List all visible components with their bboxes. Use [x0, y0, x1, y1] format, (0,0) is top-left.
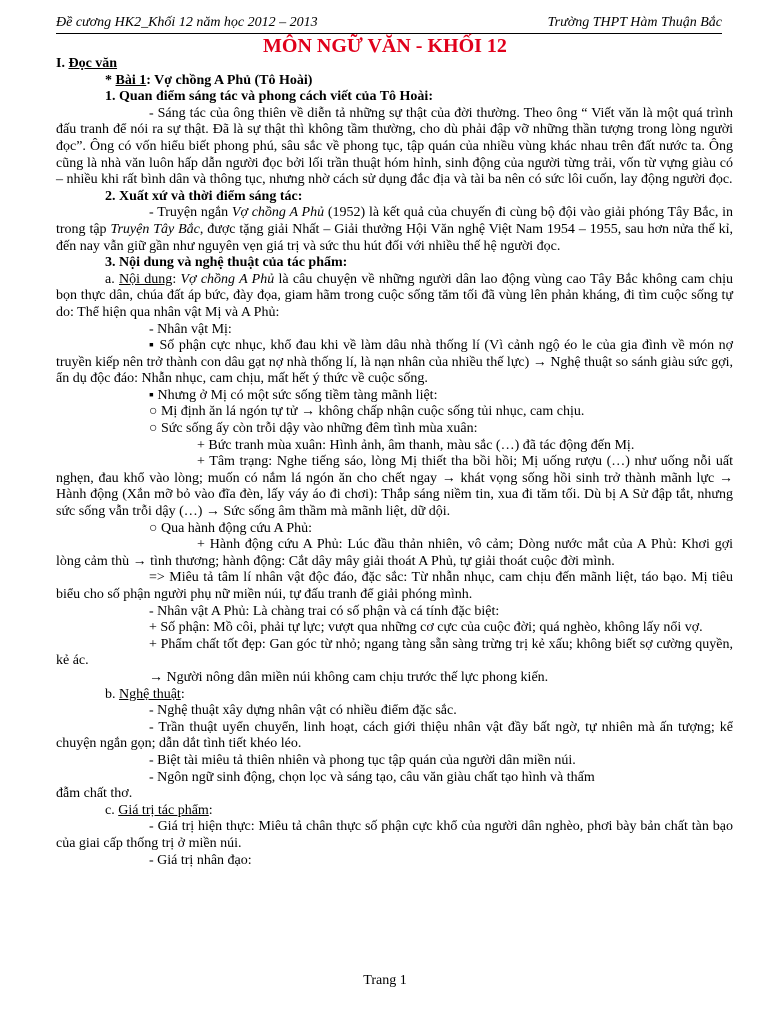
ap-summary: → Người nông dân miền núi không cam chịu trước thế lực phong kiến. [149, 669, 549, 685]
mi-strength: ▪ Nhưng ở Mị có một sức sống tiềm tàng mãnh liệt: [149, 387, 438, 403]
ap-label: - Nhân vật A Phủ: Là chàng trai có số phận và cá tính đặc biệt: [149, 603, 500, 619]
art-point-3: - Biệt tài miêu tả thiên nhiên và phong tục tập quán của người dân miền núi. [149, 752, 576, 768]
section-heading [56, 56, 733, 73]
content-prefix: a. [105, 271, 120, 287]
section-number: I. [56, 56, 65, 71]
paragraph-style: - Sáng tác của ông thiên về diễn tả những sự thật của đời thường. Theo ông “ Viết văn là một quá trình đấu tranh để nói ra sự thật. Đã là sự thật thì không tầm thường, cho dù phải đập vỡ những thần tượng trong lòng người đọc”. Ông có vốn hiểu biết phong phú, sâu sắc về phong tục, tập quán của nhiều vùng khác nhau trên đất nước ta. Ông cũng là nhà văn luôn hấp dẫn người đọc bởi lối trần thuật hóm hỉnh, sinh động của người từng trải, vốn từ vựng giàu có – nhiều khi rất bình dân và thông tục, nhưng nhờ cách sử dụng đắc địa và tài ba nên có sức lôi cuốn, lay động người đọc. [56, 105, 733, 188]
art-point-4-cont: đẫm chất thơ. [56, 786, 133, 802]
heading-1: 1. Quan điểm sáng tác và phong cách viết của Tô Hoài: [105, 89, 433, 105]
value-heading [56, 803, 733, 820]
content-work-title: Vợ chồng A Phủ [180, 271, 275, 287]
lesson-heading [56, 73, 733, 90]
mi-summary: => Miêu tả tâm lí nhân vật độc đáo, đặc sắc: Từ nhẫn nhục, cam chịu đến mãnh liệt, táo bạo. Mị tiêu biểu cho số phận người phụ nữ miền núi, tự đấu tranh để giải phóng mình. [56, 570, 733, 602]
value-humanism: - Giá trị nhân đạo: [149, 852, 252, 868]
paragraph-origin [56, 205, 733, 255]
content-text: là câu chuyện về những người dân lao động vùng cao Tây Bắc không cam chịu bọn thực dân, chúa đất áp bức, đày đọa, giam hãm trong cuộc sống tăm tối đã vùng lên phản kháng, đi tìm cuộc sống tự do: Thể hiện qua nhân vật Mị và A Phủ: [56, 271, 733, 320]
mi-point-1: ○ Mị định ăn lá ngón tự tử → không chấp nhận cuộc sống tủi nhục, cam chịu. [149, 404, 585, 420]
art-point-1: - Nghệ thuật xây dựng nhân vật có nhiều điểm đặc sắc. [149, 703, 457, 719]
origin-work-title: Vợ chồng A Phủ [231, 205, 325, 221]
lesson-star: * [105, 72, 116, 88]
header-left: Đề cương HK2_Khối 12 năm học 2012 – 2013 [56, 15, 318, 30]
art-point-2: - Trần thuật uyển chuyển, linh hoạt, cách giới thiệu nhân vật đầy bất ngờ, tự nhiên mà ấn tượng; kể chuyện ngắn gọn; dẫn dắt tình tiết khéo léo. [56, 719, 733, 752]
mi-point-2: ○ Sức sống ấy còn trỗi dậy vào những đêm tình mùa xuân: [149, 421, 478, 437]
mi-label: - Nhân vật Mị: [149, 321, 232, 337]
origin-text-1: - Truyện ngắn [149, 205, 232, 221]
lesson-title: : Vợ chồng A Phủ (Tô Hoài) [146, 72, 313, 88]
section-label: Đọc văn [68, 56, 118, 71]
page-title: MÔN NGỮ VĂN - KHỐI 12 [263, 35, 507, 57]
ap-virtue: + Phẩm chất tốt đẹp: Gan góc từ nhỏ; ngang tàng sẵn sàng trừng trị kẻ xấu; không biết sợ cường quyền, kẻ ác. [56, 636, 733, 669]
art-label: Nghệ thuật [119, 686, 181, 702]
heading-3: 3. Nội dung và nghệ thuật của tác phẩm: [105, 255, 348, 271]
mi-fate: ▪ Số phận cực nhục, khổ đau khi về làm dâu nhà thống lí (Vì cảnh ngộ éo le của gia đình về món nợ truyền kiếp nên trở thành con dâu gạt nợ nhà thống lí, là nạn nhân của nhiều thế lực) → Nghệ thuật so sánh giàu sức gợi, ẩn dụ độc đáo: Nhẫn nhục, cam chịu, mất hết ý thức về cuộc sống. [56, 338, 733, 387]
mi-point-3: ○ Qua hành động cứu A Phủ: [149, 520, 313, 536]
value-colon: : [208, 802, 213, 818]
ap-fate: + Số phận: Mồ côi, phải tự lực; vượt qua những cơ cực của cuộc đời; quá nghèo, không lấy nổi vợ. [149, 620, 703, 636]
mi-mood: + Tâm trạng: Nghe tiếng sáo, lòng Mị thiết tha bồi hồi; Mị uống rượu (…) như uống nỗi uất nghẹn, đau khổ vào lòng; muốn có nắm lá ngón ăn cho chết ngay → khát vọng sống hồi sinh trở thành mãnh lực → Hành động (Xắn mỡ bỏ vào đĩa đèn, lấy váy áo đi chơi): Thắp sáng niềm tin, xua đi tăm tối. Dù bị A Sử đập tắt, nhưng sức sống vẫn trỗi dậy (…) → Sức sống âm thầm mà mãnh liệt, dữ dội. [56, 454, 733, 520]
content-label: Nội dung [119, 271, 173, 287]
art-prefix: b. [105, 686, 119, 702]
art-colon: : [180, 686, 185, 702]
mi-spring: + Bức tranh mùa xuân: Hình ảnh, âm thanh, màu sắc (…) đã tác động đến Mị. [197, 437, 635, 453]
header-right: Trường THPT Hàm Thuận Bắc [547, 15, 722, 30]
origin-text-3: , được tặng giải Nhất – Giải thưởng Hội Văn nghệ Việt Nam 1954 – 1955, sau hơn nửa thế kỉ, đến nay vẫn giữ gần như nguyên vẹn giá trị và sức thu hút đối với nhiều thế hệ người đọc. [56, 221, 734, 254]
page-number: Trang 1 [363, 973, 407, 988]
mi-rescue: + Hành động cứu A Phủ: Lúc đầu thản nhiên, vô cảm; Dòng nước mắt của A Phủ: Khơi gợi lòng cảm thù → tình thương; hành động: Cắt dây mây giải thoát A Phủ, tự giải thoát cuộc đời mình. [56, 537, 733, 569]
origin-text-2: (1952) là kết quả của chuyến đi cùng bộ đội vào giải phóng Tây Bắc, in trong tập [56, 205, 734, 237]
value-label: Giá trị tác phẩm [118, 802, 209, 818]
value-prefix: c. [105, 802, 119, 818]
document-body [56, 56, 733, 869]
art-point-4: - Ngôn ngữ sinh động, chọn lọc và sáng tạo, câu văn giàu chất tạo hình và thấm [149, 769, 595, 785]
heading-2: 2. Xuất xứ và thời điểm sáng tác: [105, 188, 303, 204]
origin-collection-title: Truyện Tây Bắc [110, 221, 200, 237]
paragraph-content [56, 272, 733, 322]
lesson-label: Bài 1 [115, 72, 147, 88]
art-heading [56, 687, 733, 704]
value-realism: - Giá trị hiện thực: Miêu tả chân thực số phận cực khổ của người dân nghèo, phơi bày bản chất tàn bạo của giai cấp thống trị ở miền núi. [56, 819, 733, 851]
content-colon: : [172, 271, 181, 287]
